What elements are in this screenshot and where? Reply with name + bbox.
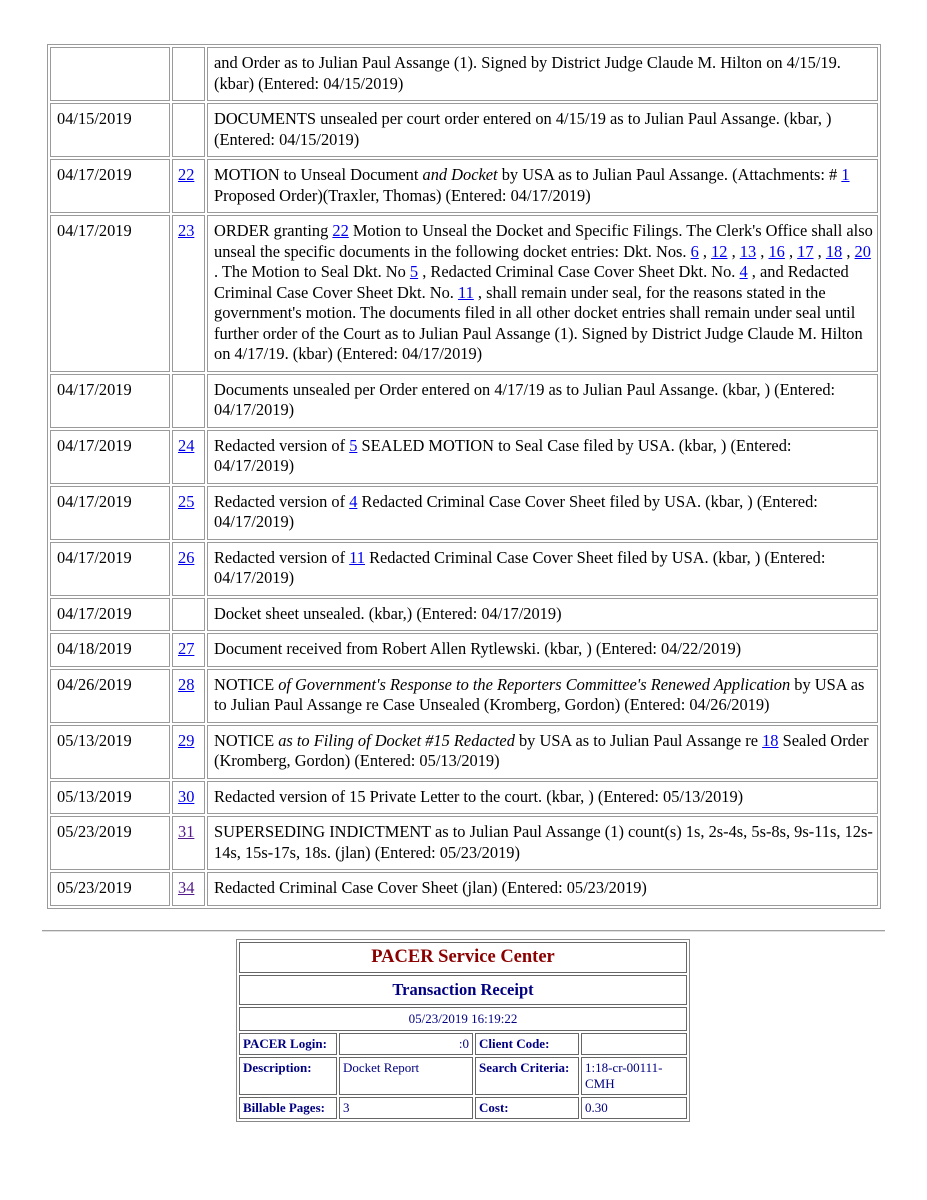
horizontal-rule [42,930,885,932]
pacer-receipt-table [236,939,690,1122]
docket-text: Redacted version of 4 Redacted Criminal Case Cover Sheet filed by USA. (kbar, ) (Entered: 04/17/2019) [207,486,878,540]
docket-number-cell [172,781,205,815]
docket-text: Redacted version of 5 SEALED MOTION to Seal Case filed by USA. (kbar, ) (Entered: 04/17/2019) [207,430,878,484]
docket-reference-link[interactable]: 16 [768,241,785,261]
docket-date: 05/23/2019 [50,872,170,906]
cost-value: 0.30 [581,1097,687,1119]
docket-reference-link[interactable]: 17 [797,241,814,261]
receipt-timestamp: 05/23/2019 16:19:22 [239,1007,687,1031]
docket-date: 04/26/2019 [50,669,170,723]
docket-text: Redacted Criminal Case Cover Sheet (jlan) (Entered: 05/23/2019) [207,872,878,906]
docket-body [50,47,878,906]
docket-reference-link[interactable]: 6 [690,241,699,261]
docket-number-cell [172,215,205,372]
docket-date: 05/13/2019 [50,725,170,779]
docket-text: DOCUMENTS unsealed per court order entered on 4/15/19 as to Julian Paul Assange. (kbar, ) (Entered: 04/15/2019) [207,103,878,157]
docket-row [50,374,878,428]
docket-number-link[interactable]: 24 [178,435,195,455]
docket-text: SUPERSEDING INDICTMENT as to Julian Paul Assange (1) count(s) 1s, 2s-4s, 5s-8s, 9s-11s, 12s-14s, 15s-17s, 18s. (jlan) (Entered: 05/23/2019) [207,816,878,870]
docket-date: 04/18/2019 [50,633,170,667]
docket-text: Redacted version of 11 Redacted Criminal Case Cover Sheet filed by USA. (kbar, ) (Entered: 04/17/2019) [207,542,878,596]
docket-text: Document received from Robert Allen Rytlewski. (kbar, ) (Entered: 04/22/2019) [207,633,878,667]
docket-number-link[interactable]: 26 [178,547,195,567]
docket-number-cell [172,669,205,723]
docket-reference-link[interactable]: 20 [854,241,871,261]
docket-number-link[interactable]: 23 [178,221,195,240]
docket-row [50,486,878,540]
billable-pages-label: Billable Pages: [239,1097,337,1119]
client-code-value [581,1033,687,1055]
docket-number-link[interactable]: 34 [178,878,195,897]
docket-number-cell [172,598,205,632]
docket-reference-link[interactable]: 18 [762,730,779,750]
docket-row [50,669,878,723]
docket-reference-link[interactable]: 12 [711,241,728,261]
search-criteria-label: Search Criteria: [475,1057,579,1095]
docket-row [50,781,878,815]
docket-row [50,633,878,667]
docket-reference-link[interactable]: 4 [349,491,358,511]
description-value: Docket Report [339,1057,473,1095]
docket-date: 04/17/2019 [50,486,170,540]
docket-text: ORDER granting 22 Motion to Unseal the Docket and Specific Filings. The Clerk's Office shall also unseal the specific documents in the following docket entries: Dkt. Nos. 6 , 12 , 13 , 16 , 17 , 18 , 20 . The Motion to Seal Dkt. No 5 , Redacted Criminal Case Cover Sheet Dkt. No. 4 , and Redacted Criminal Case Cover Sheet Dkt. No. 11 , shall remain under seal, for the reasons stated in the government's motion. The documents filed in all other docket entries shall remain under seal until further order of the Court as to Julian Paul Assange (1). Signed by District Judge Claude M. Hilton on 4/17/19. (kbar) (Entered: 04/17/2019) [207,215,878,372]
docket-date [50,47,170,101]
docket-reference-link[interactable]: 5 [409,262,419,281]
docket-number-cell [172,47,205,101]
docket-reference-link[interactable]: 22 [332,221,349,240]
login-label: PACER Login: [239,1033,337,1055]
docket-date: 05/23/2019 [50,816,170,870]
docket-number-link[interactable]: 25 [178,491,195,511]
docket-reference-link[interactable]: 13 [739,241,757,261]
docket-text: Redacted version of 15 Private Letter to the court. (kbar, ) (Entered: 05/13/2019) [207,781,878,815]
docket-number-link[interactable]: 29 [178,730,195,750]
docket-number-cell [172,430,205,484]
receipt-title: Transaction Receipt [239,975,687,1005]
cost-label: Cost: [475,1097,579,1119]
docket-date: 04/17/2019 [50,598,170,632]
docket-row [50,103,878,157]
search-criteria-value: 1:18-cr-00111-CMH [581,1057,687,1095]
docket-row [50,725,878,779]
docket-reference-link[interactable]: 18 [825,241,843,261]
docket-number-cell [172,633,205,667]
docket-text: NOTICE of Government's Response to the Reporters Committee's Renewed Application by USA as to Julian Paul Assange re Case Unsealed (Kromberg, Gordon) (Entered: 04/26/2019) [207,669,878,723]
docket-row [50,542,878,596]
docket-number-cell [172,486,205,540]
docket-date: 05/13/2019 [50,781,170,815]
docket-number-cell [172,103,205,157]
docket-number-cell [172,725,205,779]
docket-row [50,159,878,213]
docket-number-link[interactable]: 22 [178,165,195,184]
docket-text: Docket sheet unsealed. (kbar,) (Entered: 04/17/2019) [207,598,878,632]
billable-pages-value: 3 [339,1097,473,1119]
docket-number-link[interactable]: 30 [178,786,195,806]
docket-row [50,872,878,906]
client-code-label: Client Code: [475,1033,579,1055]
docket-number-cell [172,374,205,428]
docket-date: 04/17/2019 [50,542,170,596]
docket-reference-link[interactable]: 11 [458,282,474,302]
docket-number-cell [172,159,205,213]
page-cut-off [230,1158,700,1200]
docket-reference-link[interactable]: 4 [739,262,748,281]
docket-date: 04/17/2019 [50,215,170,372]
docket-text: MOTION to Unseal Document and Docket by USA as to Julian Paul Assange. (Attachments: # 1 Proposed Order)(Traxler, Thomas) (Entered: 04/17/2019) [207,159,878,213]
docket-text: and Order as to Julian Paul Assange (1). Signed by District Judge Claude M. Hilton on 4/15/19. (kbar) (Entered: 04/15/2019) [207,47,878,101]
docket-row [50,598,878,632]
docket-number-cell [172,542,205,596]
description-label: Description: [239,1057,337,1095]
docket-table [47,44,881,909]
docket-row [50,816,878,870]
docket-date: 04/15/2019 [50,103,170,157]
docket-number-link[interactable]: 27 [178,639,195,658]
pacer-title: PACER Service Center [239,942,687,973]
docket-date: 04/17/2019 [50,374,170,428]
docket-reference-link[interactable]: 11 [349,547,365,567]
docket-date: 04/17/2019 [50,430,170,484]
docket-text: Documents unsealed per Order entered on 4/17/19 as to Julian Paul Assange. (kbar, ) (Entered: 04/17/2019) [207,374,878,428]
docket-number-cell [172,816,205,870]
docket-date: 04/17/2019 [50,159,170,213]
docket-number-link[interactable]: 28 [178,674,195,694]
docket-text: NOTICE as to Filing of Docket #15 Redacted by USA as to Julian Paul Assange re 18 Sealed Order (Kromberg, Gordon) (Entered: 05/13/2019) [207,725,878,779]
docket-number-cell [172,872,205,906]
login-value: :0 [339,1033,473,1055]
docket-row [50,430,878,484]
docket-row [50,47,878,101]
docket-reference-link[interactable]: 1 [841,165,850,184]
docket-row [50,215,878,372]
docket-number-link[interactable]: 31 [178,822,195,841]
docket-reference-link[interactable]: 5 [349,435,358,455]
